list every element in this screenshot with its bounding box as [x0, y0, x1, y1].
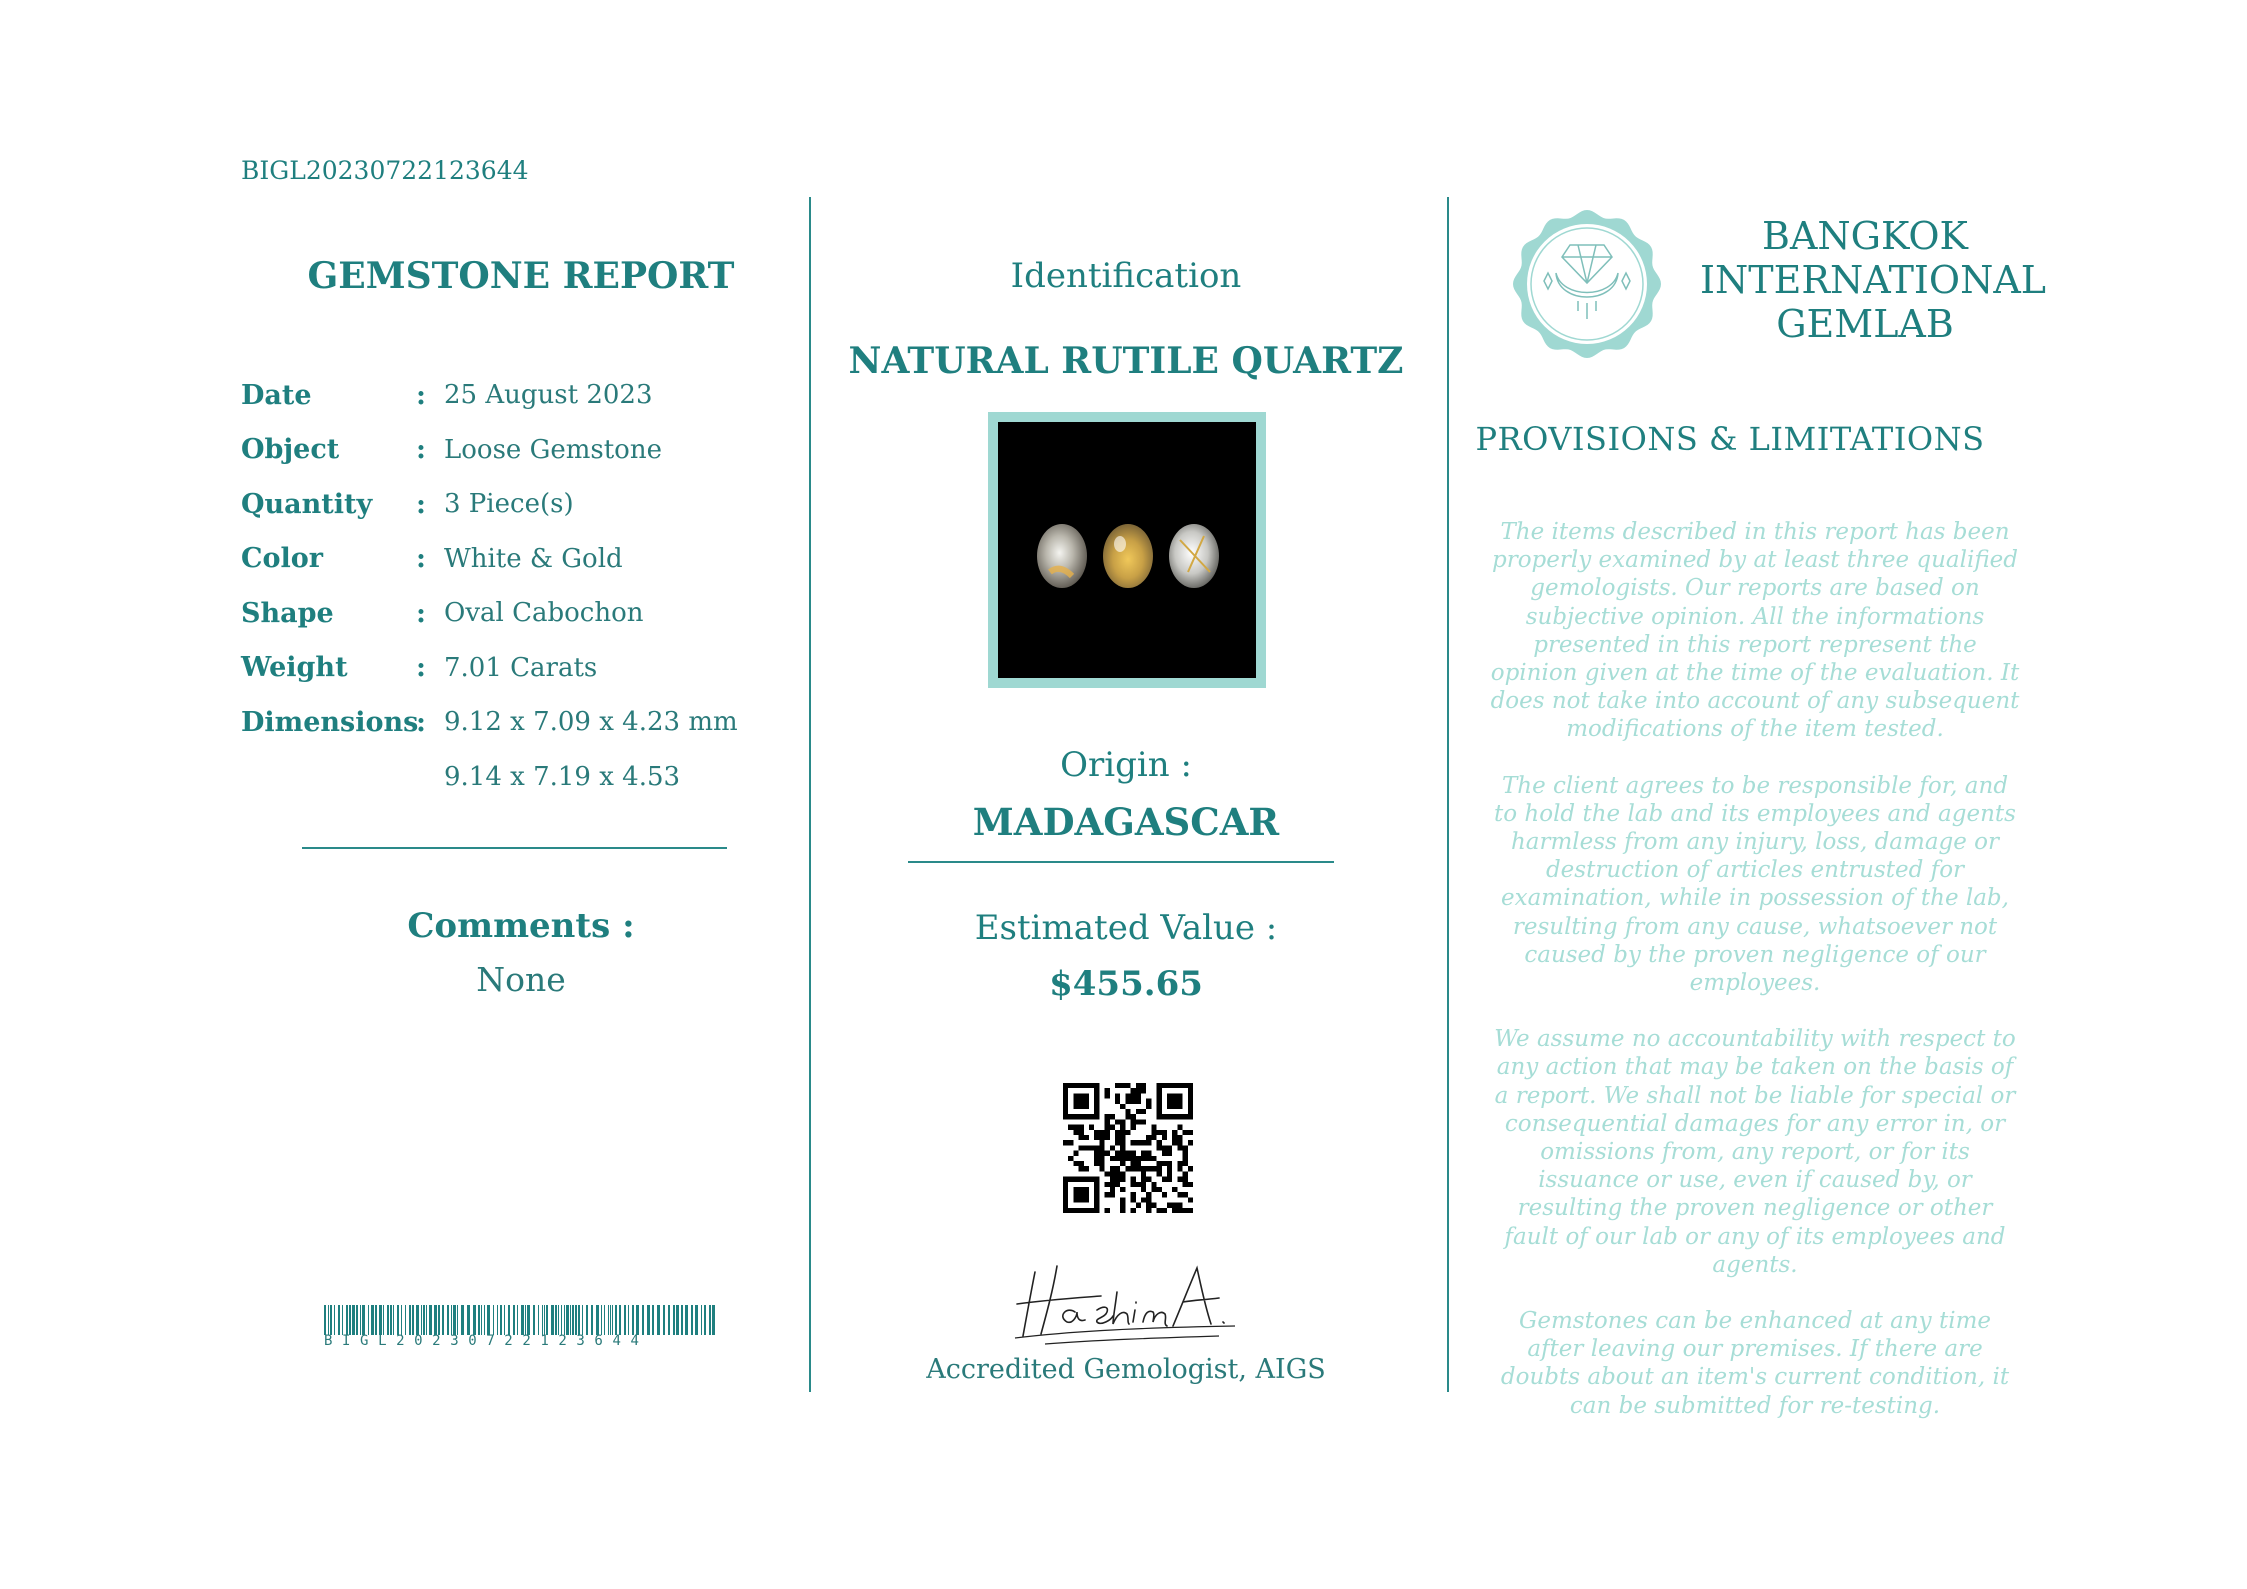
detail-label: Weight	[241, 652, 348, 684]
report-id: BIGL20230722123644	[241, 156, 529, 185]
comments-heading: Comments :	[407, 906, 635, 946]
detail-separator: :	[416, 652, 426, 684]
detail-value: White & Gold	[444, 543, 623, 574]
detail-row-quantity	[241, 477, 738, 532]
detail-label: Date	[241, 379, 312, 411]
detail-label: Quantity	[241, 488, 373, 520]
detail-row-date	[241, 368, 738, 423]
detail-label: Color	[241, 543, 323, 575]
report-title: GEMSTONE REPORT	[307, 255, 735, 297]
detail-value: Oval Cabochon	[444, 598, 644, 629]
accreditation-label: Accredited Gemologist, AIGS	[926, 1354, 1326, 1385]
provisions-text	[1490, 518, 2020, 1448]
detail-separator: :	[416, 543, 426, 575]
gemstone-photo	[998, 422, 1256, 678]
lab-name-line: BANGKOK	[1762, 214, 1968, 258]
detail-row-dimensions	[241, 695, 738, 750]
detail-separator: :	[416, 597, 426, 629]
barcode-text: BIGL20230722123644	[324, 1333, 649, 1349]
detail-value: 3 Piece(s)	[444, 489, 574, 520]
detail-value: 7.01 Carats	[444, 652, 598, 683]
estimated-value: $455.65	[1049, 964, 1203, 1004]
detail-separator: :	[416, 379, 426, 411]
detail-value: Loose Gemstone	[444, 434, 662, 465]
detail-value: 9.12 x 7.09 x 4.23 mm	[444, 707, 738, 738]
detail-row-object	[241, 423, 738, 478]
provisions-heading: PROVISIONS & LIMITATIONS	[1475, 420, 1985, 458]
signature	[1005, 1252, 1245, 1348]
qr-code[interactable]	[1063, 1083, 1193, 1213]
detail-label: Dimensions	[241, 706, 419, 738]
detail-value: 9.14 x 7.19 x 4.53	[444, 761, 681, 792]
origin-heading: Origin :	[1060, 745, 1192, 785]
lab-name-line: INTERNATIONAL	[1700, 258, 2047, 302]
detail-value: 25 August 2023	[444, 380, 653, 411]
provisions-paragraph: The client agrees to be responsible for, and to hold the lab and its employees and agents harmless from any injury, loss, damage or destruction of articles entrusted for examination, while in possession of the lab, resulting from any cause, whatsoever not caused by the proven negligence of our employees.	[1494, 772, 2016, 997]
column-divider-right	[1447, 197, 1449, 1392]
detail-row-shape	[241, 586, 738, 641]
detail-row-color	[241, 532, 738, 587]
stone-name: NATURAL RUTILE QUARTZ	[848, 340, 1404, 382]
gemstone-1	[1037, 524, 1087, 588]
provisions-paragraph: The items described in this report has been properly examined by at least three qualified gemologists. Our reports are based on subjective opinion. All the informations presented in this report represent the opinion given at the time of the evaluation. It does not take into account of any subsequent modifications of the item tested.	[1490, 519, 2020, 743]
lab-seal-logo	[1508, 205, 1666, 363]
detail-label: Object	[241, 434, 340, 466]
detail-row-dimensions-extra	[241, 750, 738, 805]
column-divider-left	[809, 197, 811, 1392]
comments-value: None	[476, 960, 566, 999]
lab-name	[1700, 214, 2047, 346]
divider	[908, 861, 1334, 863]
detail-separator: :	[416, 488, 426, 520]
identification-heading: Identification	[1010, 256, 1242, 296]
estimated-value-heading: Estimated Value :	[974, 908, 1278, 948]
details-table	[241, 368, 738, 804]
provisions-paragraph: We assume no accountability with respect to any action that may be taken on the basis of a report. We shall not be liable for special or consequential damages for any error in, or omissions from, any report, or for its issuance or use, even if caused by, or resulting the proven negligence or other fault of our lab or any of its employees and agents.	[1494, 1026, 2016, 1278]
divider	[302, 847, 727, 849]
lab-name-line: GEMLAB	[1776, 302, 1954, 346]
barcode	[324, 1305, 716, 1335]
detail-separator: :	[416, 434, 426, 466]
detail-row-weight	[241, 641, 738, 696]
provisions-paragraph: Gemstones can be enhanced at any time after leaving our premises. If there are doubts about an item's current condition, it can be submitted for re-testing.	[1500, 1308, 2010, 1419]
detail-separator: :	[416, 706, 426, 738]
gemstone-2	[1103, 524, 1153, 588]
origin-value: MADAGASCAR	[972, 800, 1280, 844]
detail-label: Shape	[241, 597, 334, 629]
